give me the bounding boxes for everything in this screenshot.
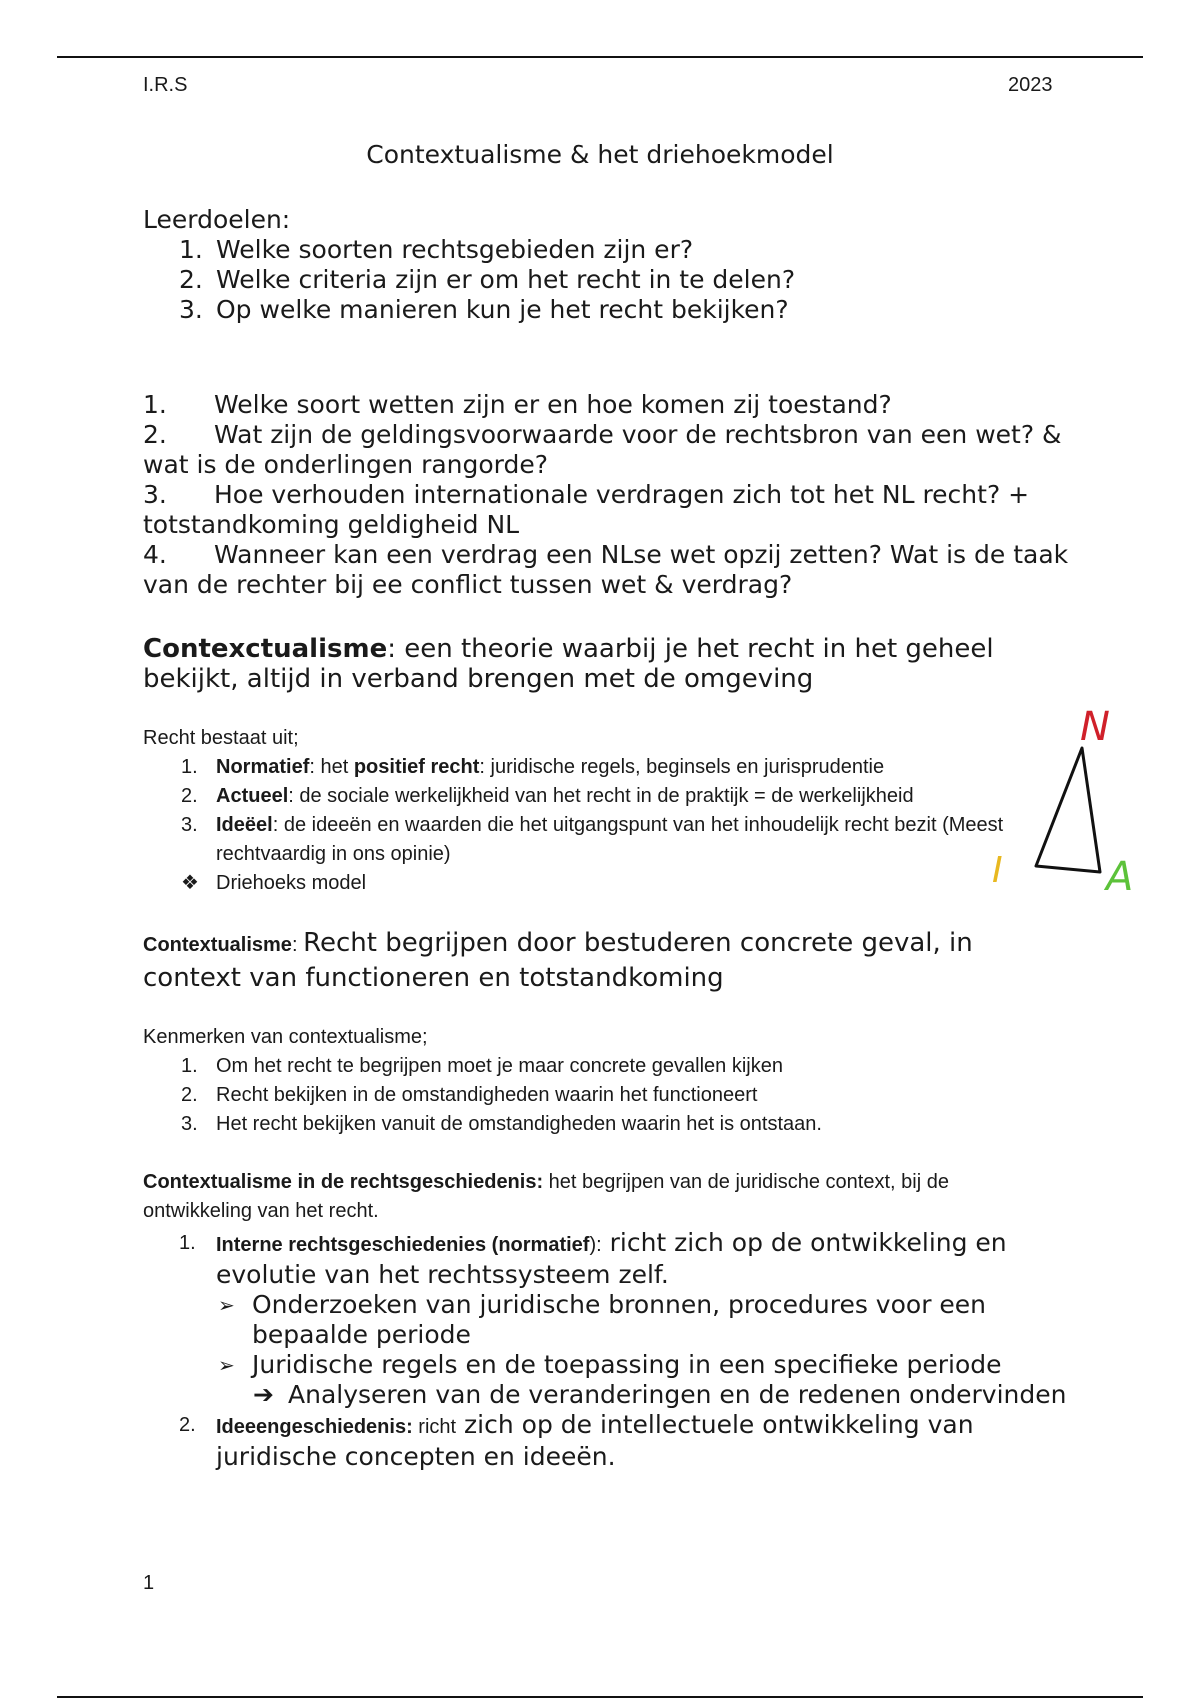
triangle-label-i: I xyxy=(992,850,1003,891)
right-arrow-icon: ➔ xyxy=(253,1380,274,1409)
list-item: 2. Recht bekijken in de omstandigheden waarin het functioneert xyxy=(181,1084,758,1106)
question-item: 3. Hoe verhouden internationale verdragen zich tot het NL recht? + totstandkoming geldigheid NL xyxy=(143,480,1030,539)
page-title: Contextualisme & het driehoekmodel xyxy=(366,140,834,169)
bullet-item: ❖ Driehoeks model xyxy=(143,869,1023,898)
list-item: 3. Ideëel: de ideeën en waarden die het uitgangspunt van het inhoudelijk recht bezit (Meest rechtvaardig in ons opinie) xyxy=(181,814,1004,865)
definition-contexctualisme: Contexctualisme: een theorie waarbij je het recht in het geheel bekijkt, altijd in verband brengen met de omgeving xyxy=(143,634,994,694)
definition-contextualisme: Contextualisme: Recht begrijpen door bestuderen concrete geval, in context van functioneren en totstandkoming xyxy=(143,928,973,993)
list-item: 1. Normatief: het positief recht: juridische regels, beginsels en jurisprudentie xyxy=(181,756,885,778)
rechtsgeschiedenis-intro: Contextualisme in de rechtsgeschiedenis: het begrijpen van de juridische context, bij de ontwikkeling van het recht. xyxy=(143,1171,949,1222)
driehoek-triangle-drawing xyxy=(980,700,1150,900)
arrowhead-bullet-icon: ➢ xyxy=(218,1293,235,1317)
definition-term: Contexctualisme xyxy=(143,634,388,664)
arrowhead-bullet-icon: ➢ xyxy=(218,1353,235,1377)
question-item: 4. Wanneer kan een verdrag een NLse wet opzij zetten? Wat is de taak van de rechter bij ee conflict tussen wet & verdrag? xyxy=(143,540,1069,599)
triangle-label-a: A xyxy=(1106,854,1134,900)
definition-term: Contextualisme xyxy=(143,934,292,956)
list-item: 1. Interne rechtsgeschiedenies (normatief): richt zich op de ontwikkeling en evolutie van het rechtssysteem zelf. xyxy=(179,1228,1007,1289)
recht-section xyxy=(143,724,1023,898)
top-rule xyxy=(57,56,1143,58)
list-item: 2. Welke criteria zijn er om het recht in te delen? xyxy=(179,265,796,294)
sub-list-item: ➢ Juridische regels en de toepassing in een specifieke periode xyxy=(218,1350,1002,1379)
list-item: 2. Actueel: de sociale werkelijkheid van het recht in de praktijk = de werkelijkheid xyxy=(181,785,914,807)
kenmerken-section xyxy=(143,1023,1073,1139)
header-left: I.R.S xyxy=(143,74,188,96)
leerdoelen-heading: Leerdoelen: xyxy=(143,205,291,234)
list-item: 3. Op welke manieren kun je het recht bekijken? xyxy=(179,295,789,324)
kenmerken-intro: Kenmerken van contextualisme; xyxy=(143,1026,428,1048)
leerdoelen-section xyxy=(143,205,1073,325)
vragen-section xyxy=(143,390,1073,600)
list-item: 3. Het recht bekijken vanuit de omstandigheden waarin het is ontstaan. xyxy=(181,1113,822,1135)
rechtsgeschiedenis-list xyxy=(143,1228,1073,1472)
list-item: 1. Om het recht te begrijpen moet je maar concrete gevallen kijken xyxy=(181,1055,783,1077)
sub-sub-list-item: ➔ Analyseren van de veranderingen en de redenen ondervinden xyxy=(253,1380,1067,1409)
question-item: 2. Wat zijn de geldingsvoorwaarde voor de rechtsbron van een wet? & wat is de onderlingen rangorde? xyxy=(143,420,1062,479)
header-right: 2023 xyxy=(1008,74,1053,96)
diamond-bullet-icon: ❖ xyxy=(181,872,199,894)
triangle-label-n: N xyxy=(1080,704,1110,750)
page-number: 1 xyxy=(143,1572,155,1594)
question-item: 1. Welke soort wetten zijn er en hoe komen zij toestand? xyxy=(143,390,892,419)
list-item: 1. Welke soorten rechtsgebieden zijn er? xyxy=(179,235,694,264)
recht-intro: Recht bestaat uit; xyxy=(143,727,299,749)
list-item: 2. Ideeengeschiedenis: richt zich op de intellectuele ontwikkeling van juridische concepten en ideeën. xyxy=(179,1410,974,1471)
bottom-rule xyxy=(57,1696,1143,1698)
sub-list-item: ➢ Onderzoeken van juridische bronnen, procedures voor een bepaalde periode xyxy=(218,1290,987,1349)
triangle-shape xyxy=(1036,748,1100,872)
